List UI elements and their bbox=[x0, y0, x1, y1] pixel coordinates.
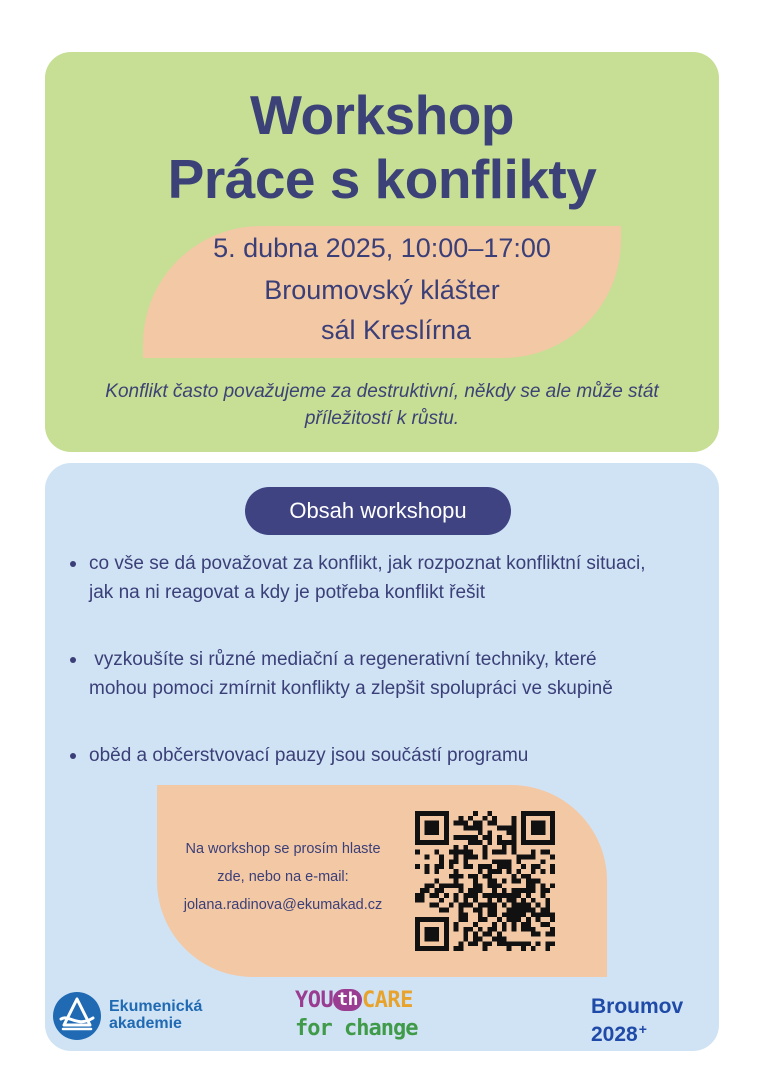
ekumenicka-akademie-logo-icon bbox=[53, 992, 101, 1040]
event-header-card bbox=[45, 52, 719, 452]
contents-heading: Obsah workshopu bbox=[245, 487, 511, 535]
event-place: Broumovský klášter bbox=[264, 275, 500, 305]
registration-line: Na workshop se prosím hlaste bbox=[185, 841, 381, 857]
logo-text: th bbox=[333, 989, 362, 1011]
list-item-line: oběd a občerstvovací pauzy jsou součástí programu bbox=[89, 745, 529, 766]
logo-text: akademie bbox=[109, 1015, 182, 1032]
broumov-2028-logo bbox=[591, 995, 711, 1045]
intro-quote: Konflikt často považujeme za destruktivní, někdy se ale může stát příležitostí k růstu. bbox=[105, 381, 659, 429]
list-item bbox=[67, 549, 646, 607]
list-item-line: jak na ni reagovat a kdy je potřeba konflikt řešit bbox=[89, 582, 486, 603]
registration-text bbox=[165, 835, 401, 919]
ekumenicka-akademie-logo bbox=[53, 990, 223, 1040]
registration-box bbox=[157, 785, 607, 977]
registration-email[interactable]: jolana.radinova@ekumakad.cz bbox=[183, 897, 383, 913]
list-item-line: vyzkoušíte si různé mediační a regenerativní techniky, které bbox=[89, 649, 597, 670]
logo-text: Ekumenická bbox=[109, 998, 203, 1015]
list-item-line: mohou pomoci zmírnit konflikty a zlepšit spolupráci ve skupině bbox=[89, 678, 613, 699]
registration-line: zde, nebo na e-mail: bbox=[217, 869, 349, 885]
event-date: 5. dubna 2025, 10:00–17:00 bbox=[213, 233, 551, 263]
qr-code-icon[interactable] bbox=[415, 811, 555, 951]
logo-text: for change bbox=[295, 1016, 418, 1041]
youthcare-logo bbox=[295, 988, 465, 1048]
workshop-subtitle: Práce s konflikty bbox=[167, 148, 597, 210]
logo-text: YOU bbox=[295, 988, 334, 1013]
workshop-content-card bbox=[45, 463, 719, 1051]
event-hall: sál Kreslírna bbox=[320, 315, 472, 345]
logo-text: + bbox=[638, 1021, 647, 1037]
list-item bbox=[67, 645, 613, 703]
list-item bbox=[67, 741, 528, 770]
logo-text: 2028 bbox=[591, 1023, 638, 1046]
list-item-line: co vše se dá považovat za konflikt, jak rozpoznat konfliktní situaci, bbox=[89, 553, 646, 574]
logo-text: Broumov bbox=[591, 995, 684, 1018]
workshop-title: Workshop bbox=[250, 84, 514, 146]
logo-text: CARE bbox=[361, 988, 413, 1013]
